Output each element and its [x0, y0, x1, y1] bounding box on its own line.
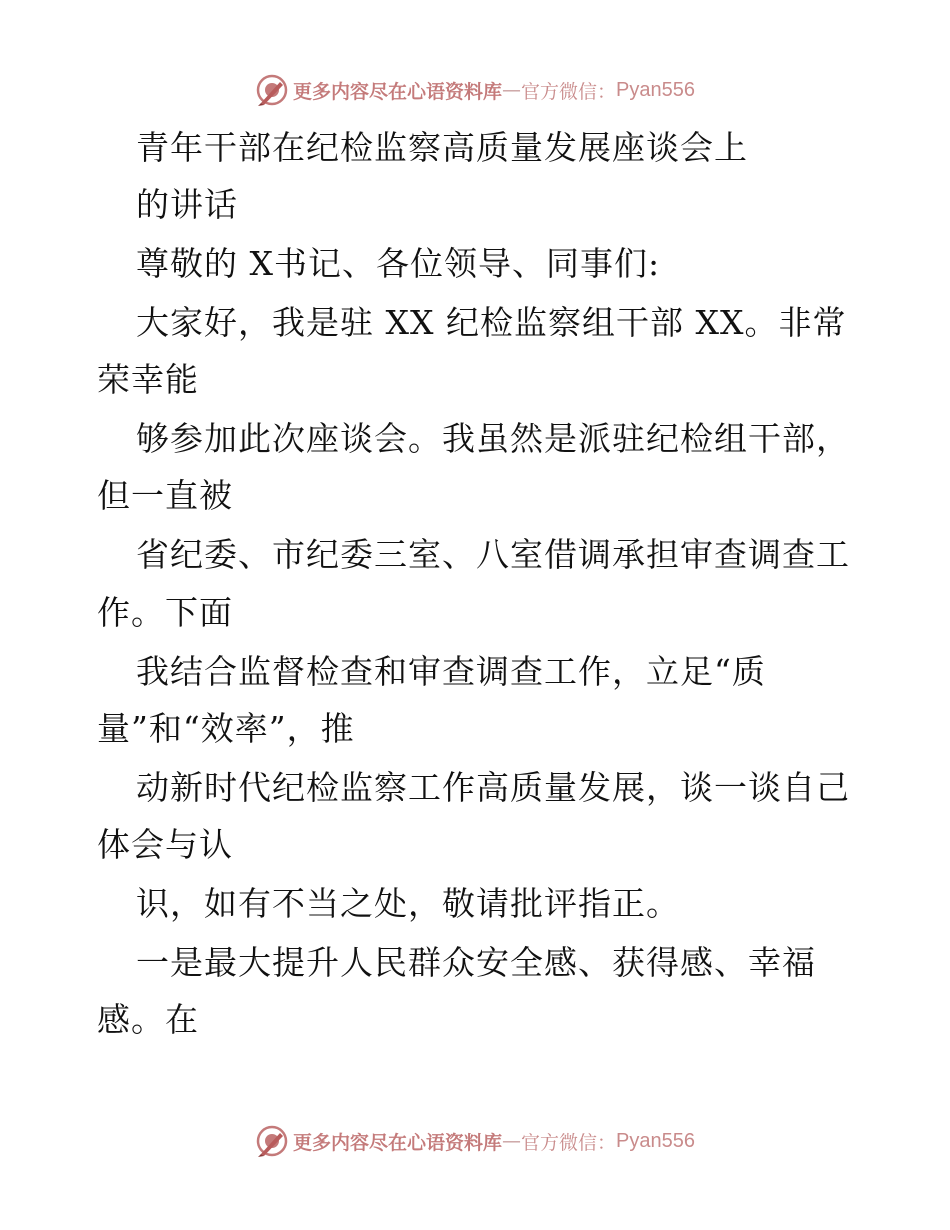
banner-separator: — [502, 1130, 522, 1152]
banner-wechat-id: Pyan556 [616, 1129, 695, 1152]
doc-title-line-2: 的讲话 [136, 185, 238, 224]
pen-logo-icon [255, 1124, 289, 1158]
doc-line: 够参加此次座谈会。我虽然是派驻纪检组干部， [136, 419, 850, 458]
doc-line: 体会与认 [97, 825, 233, 864]
banner-main-text: 更多内容尽在心语资料库 [293, 80, 503, 103]
doc-salutation: 尊敬的 X书记、各位领导、同事们: [136, 244, 661, 283]
doc-line: 量”和“效率”，推 [97, 709, 355, 748]
footer-banner [0, 1121, 950, 1161]
doc-line: 大家好，我是驻 XX 纪检监察组干部 XX。非常 [136, 303, 847, 342]
banner-wechat-id: Pyan556 [616, 78, 695, 101]
doc-line: 识，如有不当之处，敬请批评指正。 [136, 884, 680, 923]
doc-line: 省纪委、市纪委三室、八室借调承担审查调查工 [136, 535, 850, 574]
banner-main-text: 更多内容尽在心语资料库 [293, 1131, 503, 1154]
doc-line: 但一直被 [97, 476, 233, 515]
doc-line: 感。在 [97, 1000, 199, 1039]
doc-line: 动新时代纪检监察工作高质量发展，谈一谈自己 [136, 768, 850, 807]
doc-title-line-1: 青年干部在纪检监察高质量发展座谈会上 [136, 128, 748, 167]
banner-wechat-label: 官方微信： [521, 80, 617, 103]
banner-separator: — [502, 79, 522, 101]
doc-line: 一是最大提升人民群众安全感、获得感、幸福 [136, 943, 816, 982]
doc-line: 作。下面 [97, 593, 233, 632]
doc-line: 我结合监督检查和审查调查工作，立足“质 [136, 652, 766, 691]
banner-wechat-label: 官方微信： [521, 1131, 617, 1154]
doc-line: 荣幸能 [97, 360, 199, 399]
